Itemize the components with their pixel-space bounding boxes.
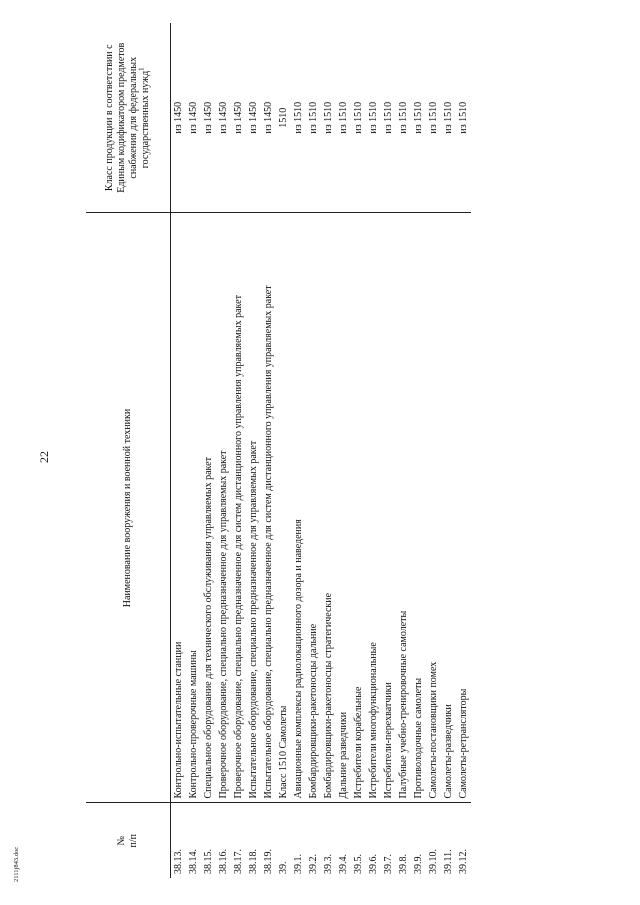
table-row: [456, 23, 471, 878]
row-number: 39.4.: [337, 854, 349, 874]
row-class: из 1510: [366, 23, 381, 213]
row-number: 39.11.: [442, 849, 454, 874]
row-class: из 1450: [186, 23, 201, 213]
row-class: 1510: [276, 23, 291, 213]
row-class: из 1510: [351, 23, 366, 213]
table-row: [291, 23, 306, 878]
row-number: 38.15.: [202, 849, 214, 874]
row-class: из 1510: [396, 23, 411, 213]
header-name: Наименование вооружения и военной техники: [86, 213, 170, 803]
row-name: Противолодочные самолеты: [411, 213, 426, 803]
table-body: [170, 23, 471, 878]
table-row: [276, 23, 291, 878]
row-class: из 1510: [411, 23, 426, 213]
row-name: Самолеты-разведчики: [441, 213, 456, 803]
header-class: [86, 23, 170, 213]
row-class: из 1510: [426, 23, 441, 213]
header-class-text: Класс продукции в соответствии с Единым кодификатором предметов снабжения для федеральных государственных нужд: [103, 42, 151, 193]
row-name: Дальние разведчики: [336, 213, 351, 803]
table-header-row: [86, 23, 170, 878]
row-number: 39.9.: [412, 854, 424, 874]
row-number: 38.19.: [262, 849, 274, 874]
table-row: [321, 23, 336, 878]
row-name: Самолеты-ретрансляторы: [456, 213, 471, 803]
table-row: [411, 23, 426, 878]
row-name: Контрольно-проверочные машины: [186, 213, 201, 803]
row-number: 38.18.: [247, 849, 259, 874]
row-number: 39.6.: [367, 854, 379, 874]
document-table: [86, 23, 573, 878]
row-name: Палубные учебно-тренировочные самолеты: [396, 213, 411, 803]
row-name: Истребители корабельные: [351, 213, 366, 803]
row-number: 39.12.: [457, 849, 469, 874]
row-name: Истребители многофункциональные: [366, 213, 381, 803]
row-class: из 1510: [321, 23, 336, 213]
row-class: из 1450: [261, 23, 276, 213]
table-row: [186, 23, 201, 878]
row-class: из 1450: [170, 23, 186, 213]
row-name: Истребители-перехватчики: [381, 213, 396, 803]
row-number: 39.3.: [322, 854, 334, 874]
row-class: из 1510: [456, 23, 471, 213]
table-row: [216, 23, 231, 878]
row-class: из 1450: [201, 23, 216, 213]
row-number: 39.10.: [427, 849, 439, 874]
table-row: [246, 23, 261, 878]
row-name: Класс 1510 Самолеты: [276, 213, 291, 803]
row-class: из 1510: [441, 23, 456, 213]
row-class: из 1450: [216, 23, 231, 213]
row-name: Испытательное оборудование, специально предназначенное для управляемых ракет: [246, 213, 261, 803]
row-class: из 1450: [231, 23, 246, 213]
table-row: [441, 23, 456, 878]
row-number: 38.17.: [232, 849, 244, 874]
header-number: № п/п: [86, 803, 170, 878]
page-number: 22: [37, 451, 51, 463]
row-class: из 1450: [246, 23, 261, 213]
table-row: [366, 23, 381, 878]
row-number: 39.2.: [307, 854, 319, 874]
row-number: 38.14.: [187, 849, 199, 874]
row-number: 39.1.: [292, 854, 304, 874]
row-name: Проверочное оборудование, специально предназначенное для систем дистанционного управления управляемых ракет: [231, 213, 246, 803]
row-number: 39.7.: [382, 854, 394, 874]
table-row: [396, 23, 411, 878]
row-name: Проверочное оборудование, специально предназначенное для управляемых ракет: [216, 213, 231, 803]
row-class: из 1510: [306, 23, 321, 213]
row-class: из 1510: [336, 23, 351, 213]
table-row: [426, 23, 441, 878]
table-row: [201, 23, 216, 878]
row-number: 38.13.: [172, 849, 184, 874]
row-name: Специальное оборудование для технического обслуживания управляемых ракет: [201, 213, 216, 803]
row-class: из 1510: [291, 23, 306, 213]
row-name: Контрольно-испытательные станции: [170, 213, 186, 803]
row-name: Бомбардировщики-ракетоносцы стратегические: [321, 213, 336, 803]
table-row: [261, 23, 276, 878]
table-row: [336, 23, 351, 878]
table-row: [351, 23, 366, 878]
row-name: Испытательное оборудование, специально предназначенное для систем дистанционного управления управляемых ракет: [261, 213, 276, 803]
row-number: 38.16.: [217, 849, 229, 874]
weapons-class-table: [86, 23, 471, 878]
table-row: [231, 23, 246, 878]
header-class-footnote: 1: [137, 67, 146, 71]
row-name: Самолеты-постановщики помех: [426, 213, 441, 803]
row-class: из 1510: [381, 23, 396, 213]
row-name: Бомбардировщики-ракетоносцы дальние: [306, 213, 321, 803]
row-number: 39.: [277, 861, 289, 874]
row-number: 39.5.: [352, 854, 364, 874]
row-number: 39.8.: [397, 854, 409, 874]
table-row: [381, 23, 396, 878]
table-row: [170, 23, 186, 878]
table-row: [306, 23, 321, 878]
footer-filename: 2111j843.doc: [13, 846, 20, 882]
row-name: Авиационные комплексы радиолокационного дозора и наведения: [291, 213, 306, 803]
